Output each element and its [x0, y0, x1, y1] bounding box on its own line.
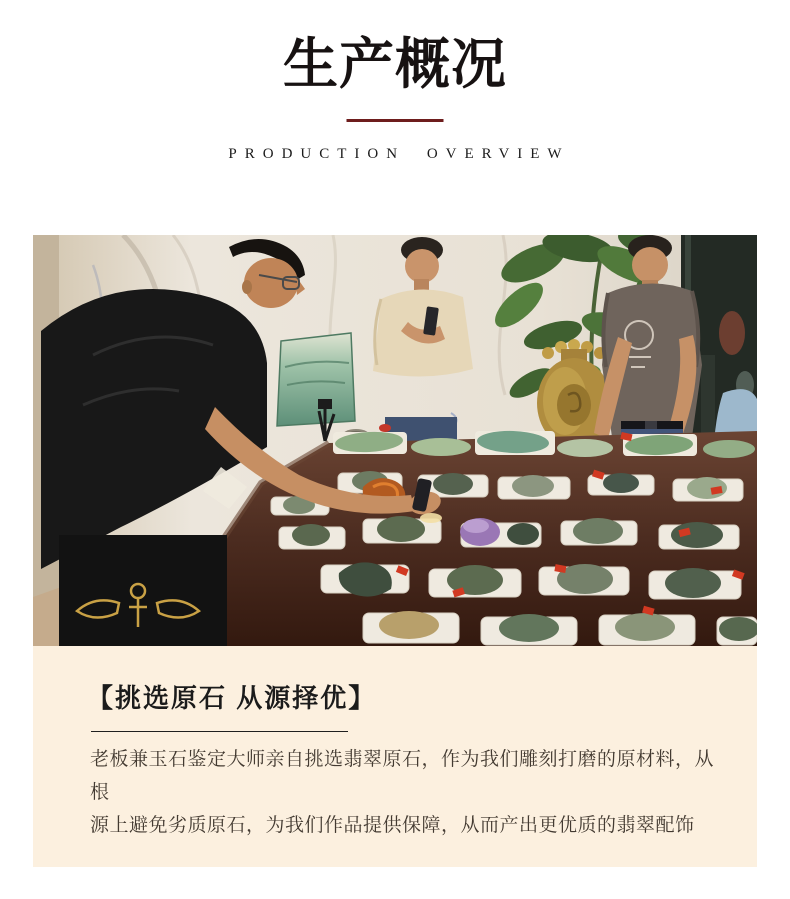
intro-body-line-2: 源上避免劣质原石，为我们作品提供保障，从而产出更优质的翡翠配饰 — [90, 815, 695, 836]
intro-heading: 【挑选原石 从源择优】 — [87, 683, 377, 713]
jade-slab — [277, 333, 355, 426]
title-divider — [347, 119, 444, 122]
intro-body — [90, 743, 730, 842]
page-subtitle: PRODUCTION OVERVIEW — [228, 146, 570, 162]
intro-underline — [91, 731, 348, 732]
page-title: 生产概况 — [282, 34, 507, 95]
intro-section — [33, 646, 757, 867]
production-photo — [33, 235, 757, 646]
intro-body-line-1: 老板兼玉石鉴定大师亲自挑选翡翠原石，作为我们雕刻打磨的原材料，从根 — [90, 749, 715, 803]
